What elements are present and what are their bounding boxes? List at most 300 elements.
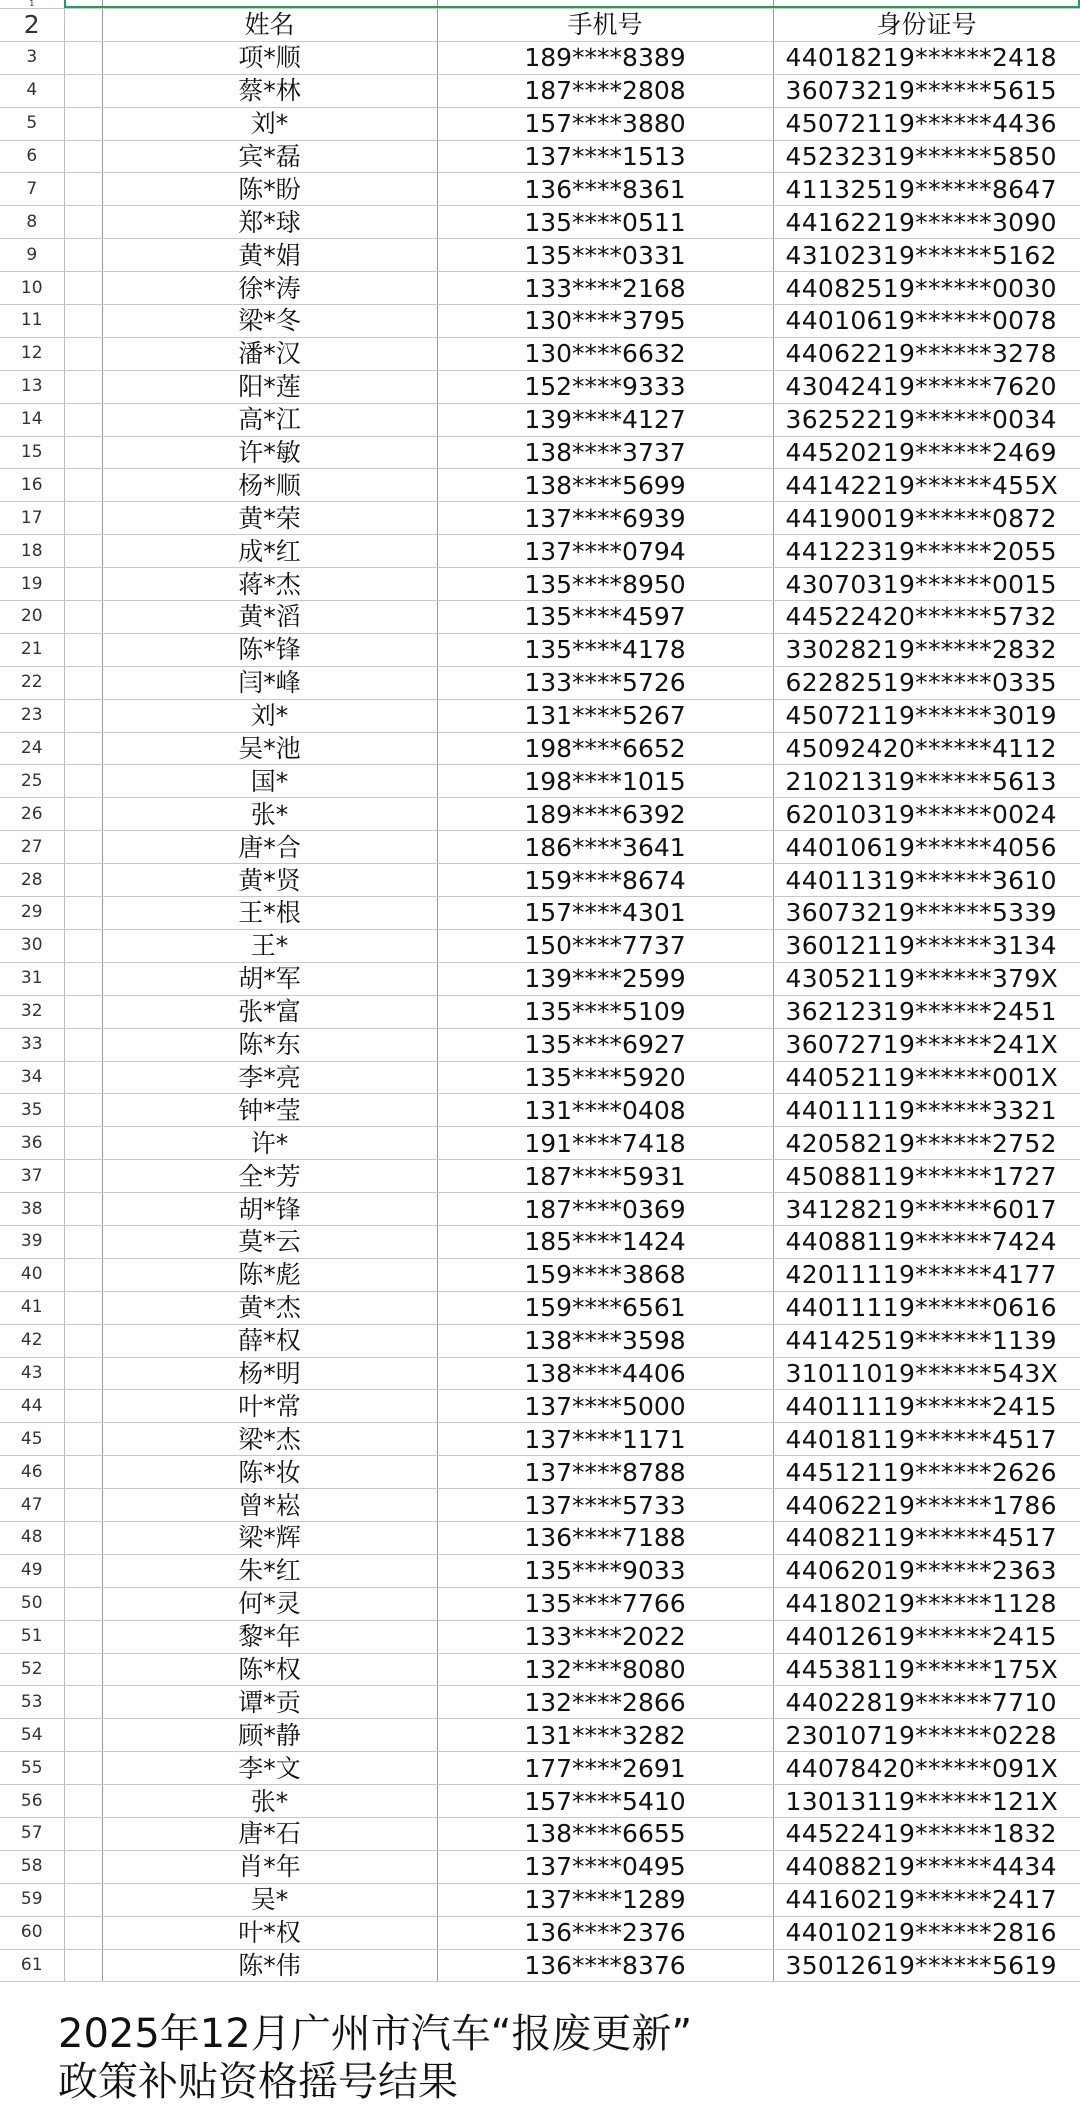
phone-cell[interactable]: 189****6392 [437,798,773,831]
row-number[interactable]: 53 [0,1686,64,1719]
cell[interactable] [64,272,102,305]
phone-cell[interactable]: 135****9033 [437,1554,773,1587]
phone-cell[interactable]: 138****3598 [437,1324,773,1357]
phone-cell[interactable]: 135****6927 [437,1028,773,1061]
name-cell[interactable]: 蔡*林 [102,74,437,107]
row-number[interactable]: 2 [0,9,64,42]
row-number[interactable]: 34 [0,1061,64,1094]
id-card-cell[interactable]: 43052119******379X [773,962,1080,995]
cell[interactable] [64,1719,102,1752]
phone-cell[interactable]: 133****2168 [437,272,773,305]
id-card-cell[interactable]: 44078420******091X [773,1752,1080,1785]
phone-cell[interactable]: 135****4178 [437,633,773,666]
name-cell[interactable]: 国* [102,765,437,798]
id-card-cell[interactable]: 44522420******5732 [773,601,1080,634]
row-number[interactable]: 28 [0,864,64,897]
cell[interactable] [64,1949,102,1982]
row-number[interactable]: 10 [0,272,64,305]
phone-cell[interactable]: 131****5267 [437,699,773,732]
row-number[interactable]: 38 [0,1193,64,1226]
id-card-cell[interactable]: 44160219******2417 [773,1883,1080,1916]
row-number[interactable]: 31 [0,962,64,995]
name-cell[interactable]: 许*敏 [102,436,437,469]
row-number[interactable]: 27 [0,831,64,864]
cell[interactable] [64,9,102,42]
phone-cell[interactable]: 198****1015 [437,765,773,798]
id-card-cell[interactable]: 44190019******0872 [773,502,1080,535]
phone-cell[interactable]: 186****3641 [437,831,773,864]
name-cell[interactable]: 何*灵 [102,1587,437,1620]
id-card-cell[interactable]: 44011119******0616 [773,1291,1080,1324]
name-cell[interactable]: 陈*锋 [102,633,437,666]
row-number[interactable]: 22 [0,666,64,699]
row-number[interactable]: 21 [0,633,64,666]
cell[interactable] [64,535,102,568]
cell[interactable] [773,0,1080,9]
cell[interactable] [64,1916,102,1949]
phone-cell[interactable]: 131****0408 [437,1094,773,1127]
phone-cell[interactable]: 185****1424 [437,1225,773,1258]
cell[interactable] [64,1489,102,1522]
name-cell[interactable]: 李*文 [102,1752,437,1785]
phone-cell[interactable]: 136****7188 [437,1521,773,1554]
phone-cell[interactable]: 138****6655 [437,1817,773,1850]
phone-cell[interactable]: 157****4301 [437,897,773,930]
row-number[interactable]: 11 [0,305,64,338]
id-card-cell[interactable]: 44122319******2055 [773,535,1080,568]
cell[interactable] [64,1686,102,1719]
cell[interactable] [64,831,102,864]
id-card-cell[interactable]: 44010619******4056 [773,831,1080,864]
row-number[interactable]: 50 [0,1587,64,1620]
row-number[interactable]: 56 [0,1785,64,1818]
id-card-cell[interactable]: 44088119******7424 [773,1225,1080,1258]
cell[interactable] [64,995,102,1028]
id-card-cell[interactable]: 44022819******7710 [773,1686,1080,1719]
id-card-cell[interactable]: 44052119******001X [773,1061,1080,1094]
row-number[interactable]: 57 [0,1817,64,1850]
row-number[interactable]: 1 [0,0,64,9]
name-cell[interactable]: 朱*红 [102,1554,437,1587]
name-cell[interactable]: 顾*静 [102,1719,437,1752]
phone-cell[interactable]: 137****1289 [437,1883,773,1916]
row-number[interactable]: 46 [0,1456,64,1489]
name-cell[interactable]: 徐*涛 [102,272,437,305]
cell[interactable] [64,403,102,436]
row-number[interactable]: 42 [0,1324,64,1357]
cell[interactable] [64,1752,102,1785]
name-cell[interactable]: 王*根 [102,897,437,930]
cell[interactable] [64,1554,102,1587]
row-number[interactable]: 30 [0,929,64,962]
cell[interactable] [64,239,102,272]
id-card-cell[interactable]: 41132519******8647 [773,173,1080,206]
name-cell[interactable]: 李*亮 [102,1061,437,1094]
id-card-cell[interactable]: 44018219******2418 [773,41,1080,74]
header-name[interactable]: 姓名 [102,9,437,42]
id-card-cell[interactable]: 45088119******1727 [773,1160,1080,1193]
row-number[interactable]: 25 [0,765,64,798]
cell[interactable] [64,1785,102,1818]
row-number[interactable]: 61 [0,1949,64,1982]
phone-cell[interactable]: 187****5931 [437,1160,773,1193]
name-cell[interactable]: 梁*辉 [102,1521,437,1554]
cell[interactable] [64,798,102,831]
cell[interactable] [64,1620,102,1653]
name-cell[interactable]: 成*红 [102,535,437,568]
name-cell[interactable]: 陈*彪 [102,1258,437,1291]
id-card-cell[interactable]: 44082519******0030 [773,272,1080,305]
name-cell[interactable]: 薛*权 [102,1324,437,1357]
name-cell[interactable]: 高*江 [102,403,437,436]
id-card-cell[interactable]: 44062219******1786 [773,1489,1080,1522]
id-card-cell[interactable]: 44018119******4517 [773,1423,1080,1456]
row-number[interactable]: 54 [0,1719,64,1752]
name-cell[interactable]: 叶*常 [102,1390,437,1423]
id-card-cell[interactable]: 13013119******121X [773,1785,1080,1818]
id-card-cell[interactable]: 23010719******0228 [773,1719,1080,1752]
row-number[interactable]: 20 [0,601,64,634]
id-card-cell[interactable]: 33028219******2832 [773,633,1080,666]
phone-cell[interactable]: 198****6652 [437,732,773,765]
phone-cell[interactable]: 137****0495 [437,1850,773,1883]
phone-cell[interactable]: 177****2691 [437,1752,773,1785]
name-cell[interactable]: 叶*权 [102,1916,437,1949]
phone-cell[interactable]: 137****1171 [437,1423,773,1456]
name-cell[interactable]: 蒋*杰 [102,568,437,601]
cell[interactable] [64,864,102,897]
name-cell[interactable]: 吴* [102,1883,437,1916]
id-card-cell[interactable]: 34128219******6017 [773,1193,1080,1226]
id-card-cell[interactable]: 44011119******2415 [773,1390,1080,1423]
cell[interactable] [64,765,102,798]
name-cell[interactable]: 闫*峰 [102,666,437,699]
name-cell[interactable]: 吴*池 [102,732,437,765]
row-number[interactable]: 3 [0,41,64,74]
row-number[interactable]: 60 [0,1916,64,1949]
cell[interactable] [64,140,102,173]
phone-cell[interactable]: 139****4127 [437,403,773,436]
row-number[interactable]: 16 [0,469,64,502]
cell[interactable] [64,1456,102,1489]
phone-cell[interactable]: 159****8674 [437,864,773,897]
row-number[interactable]: 32 [0,995,64,1028]
name-cell[interactable]: 曾*崧 [102,1489,437,1522]
row-number[interactable]: 45 [0,1423,64,1456]
cell[interactable] [64,305,102,338]
row-number[interactable]: 43 [0,1357,64,1390]
cell[interactable] [64,1225,102,1258]
phone-cell[interactable]: 130****6632 [437,337,773,370]
id-card-cell[interactable]: 44010219******2816 [773,1916,1080,1949]
phone-cell[interactable]: 187****0369 [437,1193,773,1226]
cell[interactable] [64,502,102,535]
row-number[interactable]: 47 [0,1489,64,1522]
id-card-cell[interactable]: 44062219******3278 [773,337,1080,370]
name-cell[interactable]: 谭*贡 [102,1686,437,1719]
cell[interactable] [64,1324,102,1357]
name-cell[interactable]: 唐*合 [102,831,437,864]
cell[interactable] [64,1258,102,1291]
row-number[interactable]: 51 [0,1620,64,1653]
phone-cell[interactable]: 152****9333 [437,370,773,403]
cell[interactable] [64,41,102,74]
row-number[interactable]: 6 [0,140,64,173]
cell[interactable] [64,601,102,634]
cell[interactable] [64,1587,102,1620]
row-number[interactable]: 12 [0,337,64,370]
cell[interactable] [64,1653,102,1686]
phone-cell[interactable]: 159****6561 [437,1291,773,1324]
name-cell[interactable]: 黄*贤 [102,864,437,897]
cell[interactable] [64,666,102,699]
cell[interactable] [64,962,102,995]
id-card-cell[interactable]: 21021319******5613 [773,765,1080,798]
id-card-cell[interactable]: 45072119******4436 [773,107,1080,140]
id-card-cell[interactable]: 43070319******0015 [773,568,1080,601]
name-cell[interactable]: 陈*东 [102,1028,437,1061]
row-number[interactable]: 48 [0,1521,64,1554]
cell[interactable] [64,74,102,107]
name-cell[interactable]: 梁*杰 [102,1423,437,1456]
cell[interactable] [64,1521,102,1554]
id-card-cell[interactable]: 44142219******455X [773,469,1080,502]
cell[interactable] [64,1390,102,1423]
phone-cell[interactable]: 130****3795 [437,305,773,338]
name-cell[interactable]: 陈*伟 [102,1949,437,1982]
phone-cell[interactable]: 137****5000 [437,1390,773,1423]
row-number[interactable]: 40 [0,1258,64,1291]
name-cell[interactable]: 莫*云 [102,1225,437,1258]
id-card-cell[interactable]: 62282519******0335 [773,666,1080,699]
phone-cell[interactable]: 136****8361 [437,173,773,206]
row-number[interactable]: 4 [0,74,64,107]
cell[interactable] [64,1160,102,1193]
row-number[interactable]: 7 [0,173,64,206]
phone-cell[interactable]: 138****5699 [437,469,773,502]
name-cell[interactable]: 陈*权 [102,1653,437,1686]
name-cell[interactable]: 项*顺 [102,41,437,74]
row-number[interactable]: 13 [0,370,64,403]
name-cell[interactable]: 唐*石 [102,1817,437,1850]
id-card-cell[interactable]: 35012619******5619 [773,1949,1080,1982]
cell[interactable] [64,469,102,502]
phone-cell[interactable]: 137****5733 [437,1489,773,1522]
row-number[interactable]: 8 [0,206,64,239]
row-number[interactable]: 36 [0,1127,64,1160]
row-number[interactable]: 9 [0,239,64,272]
phone-cell[interactable]: 138****4406 [437,1357,773,1390]
row-number[interactable]: 44 [0,1390,64,1423]
cell[interactable] [64,929,102,962]
cell[interactable] [102,0,437,9]
name-cell[interactable]: 张* [102,798,437,831]
cell[interactable] [64,1817,102,1850]
row-number[interactable]: 24 [0,732,64,765]
name-cell[interactable]: 阳*莲 [102,370,437,403]
name-cell[interactable]: 黄*荣 [102,502,437,535]
row-number[interactable]: 58 [0,1850,64,1883]
row-number[interactable]: 17 [0,502,64,535]
phone-cell[interactable]: 187****2808 [437,74,773,107]
cell[interactable] [64,206,102,239]
phone-cell[interactable]: 133****5726 [437,666,773,699]
id-card-cell[interactable]: 44512119******2626 [773,1456,1080,1489]
cell[interactable] [64,1061,102,1094]
name-cell[interactable]: 胡*锋 [102,1193,437,1226]
cell[interactable] [64,107,102,140]
row-number[interactable]: 33 [0,1028,64,1061]
id-card-cell[interactable]: 36252219******0034 [773,403,1080,436]
name-cell[interactable]: 胡*军 [102,962,437,995]
cell[interactable] [64,173,102,206]
phone-cell[interactable]: 137****1513 [437,140,773,173]
id-card-cell[interactable]: 44010619******0078 [773,305,1080,338]
row-number[interactable]: 55 [0,1752,64,1785]
row-number[interactable]: 49 [0,1554,64,1587]
row-number[interactable]: 39 [0,1225,64,1258]
id-card-cell[interactable]: 36072719******241X [773,1028,1080,1061]
row-number[interactable]: 59 [0,1883,64,1916]
cell[interactable] [64,1423,102,1456]
id-card-cell[interactable]: 62010319******0024 [773,798,1080,831]
name-cell[interactable]: 杨*明 [102,1357,437,1390]
phone-cell[interactable]: 137****6939 [437,502,773,535]
name-cell[interactable]: 陈*妆 [102,1456,437,1489]
phone-cell[interactable]: 150****7737 [437,929,773,962]
name-cell[interactable]: 张* [102,1785,437,1818]
id-card-cell[interactable]: 42058219******2752 [773,1127,1080,1160]
cell[interactable] [64,1883,102,1916]
row-number[interactable]: 18 [0,535,64,568]
id-card-cell[interactable]: 44088219******4434 [773,1850,1080,1883]
id-card-cell[interactable]: 44162219******3090 [773,206,1080,239]
row-number[interactable]: 19 [0,568,64,601]
id-card-cell[interactable]: 36012119******3134 [773,929,1080,962]
cell[interactable] [64,0,102,9]
name-cell[interactable]: 杨*顺 [102,469,437,502]
phone-cell[interactable]: 131****3282 [437,1719,773,1752]
id-card-cell[interactable]: 36073219******5615 [773,74,1080,107]
phone-cell[interactable]: 132****2866 [437,1686,773,1719]
cell[interactable] [64,436,102,469]
row-number[interactable]: 37 [0,1160,64,1193]
cell[interactable] [64,1357,102,1390]
name-cell[interactable]: 肖*年 [102,1850,437,1883]
row-number[interactable]: 5 [0,107,64,140]
name-cell[interactable]: 黄*滔 [102,601,437,634]
name-cell[interactable]: 许* [102,1127,437,1160]
phone-cell[interactable]: 135****8950 [437,568,773,601]
phone-cell[interactable]: 136****2376 [437,1916,773,1949]
name-cell[interactable]: 钟*莹 [102,1094,437,1127]
name-cell[interactable]: 刘* [102,107,437,140]
phone-cell[interactable]: 135****0331 [437,239,773,272]
cell[interactable] [64,1127,102,1160]
phone-cell[interactable]: 135****0511 [437,206,773,239]
header-phone[interactable]: 手机号 [437,9,773,42]
name-cell[interactable]: 黄*娟 [102,239,437,272]
phone-cell[interactable]: 139****2599 [437,962,773,995]
id-card-cell[interactable]: 44538119******175X [773,1653,1080,1686]
id-card-cell[interactable]: 44522419******1832 [773,1817,1080,1850]
row-number[interactable]: 14 [0,403,64,436]
cell[interactable] [64,699,102,732]
row-number[interactable]: 35 [0,1094,64,1127]
name-cell[interactable]: 王* [102,929,437,962]
id-card-cell[interactable]: 44011319******3610 [773,864,1080,897]
cell[interactable] [64,1094,102,1127]
phone-cell[interactable]: 137****8788 [437,1456,773,1489]
name-cell[interactable]: 陈*盼 [102,173,437,206]
phone-cell[interactable]: 132****8080 [437,1653,773,1686]
name-cell[interactable]: 刘* [102,699,437,732]
row-number[interactable]: 41 [0,1291,64,1324]
id-card-cell[interactable]: 44012619******2415 [773,1620,1080,1653]
cell[interactable] [64,1850,102,1883]
cell[interactable] [64,568,102,601]
cell[interactable] [64,1193,102,1226]
id-card-cell[interactable]: 43102319******5162 [773,239,1080,272]
id-card-cell[interactable]: 45232319******5850 [773,140,1080,173]
row-number[interactable]: 15 [0,436,64,469]
phone-cell[interactable]: 133****2022 [437,1620,773,1653]
id-card-cell[interactable]: 44062019******2363 [773,1554,1080,1587]
row-number[interactable]: 52 [0,1653,64,1686]
cell[interactable] [437,0,773,9]
cell[interactable] [64,337,102,370]
id-card-cell[interactable]: 36212319******2451 [773,995,1080,1028]
name-cell[interactable]: 全*芳 [102,1160,437,1193]
phone-cell[interactable]: 189****8389 [437,41,773,74]
id-card-cell[interactable]: 44082119******4517 [773,1521,1080,1554]
phone-cell[interactable]: 135****5109 [437,995,773,1028]
id-card-cell[interactable]: 44520219******2469 [773,436,1080,469]
id-card-cell[interactable]: 42011119******4177 [773,1258,1080,1291]
id-card-cell[interactable]: 43042419******7620 [773,370,1080,403]
cell[interactable] [64,1028,102,1061]
id-card-cell[interactable]: 31011019******543X [773,1357,1080,1390]
phone-cell[interactable]: 135****4597 [437,601,773,634]
phone-cell[interactable]: 138****3737 [437,436,773,469]
name-cell[interactable]: 黄*杰 [102,1291,437,1324]
name-cell[interactable]: 张*富 [102,995,437,1028]
cell[interactable] [64,732,102,765]
cell[interactable] [64,370,102,403]
phone-cell[interactable]: 157****3880 [437,107,773,140]
row-number[interactable]: 23 [0,699,64,732]
phone-cell[interactable]: 159****3868 [437,1258,773,1291]
header-id-card[interactable]: 身份证号 [773,9,1080,42]
cell[interactable] [64,633,102,666]
id-card-cell[interactable]: 44142519******1139 [773,1324,1080,1357]
phone-cell[interactable]: 157****5410 [437,1785,773,1818]
phone-cell[interactable]: 135****7766 [437,1587,773,1620]
cell[interactable] [64,897,102,930]
phone-cell[interactable]: 137****0794 [437,535,773,568]
phone-cell[interactable]: 136****8376 [437,1949,773,1982]
id-card-cell[interactable]: 45092420******4112 [773,732,1080,765]
row-number[interactable]: 29 [0,897,64,930]
name-cell[interactable]: 宾*磊 [102,140,437,173]
name-cell[interactable]: 潘*汉 [102,337,437,370]
name-cell[interactable]: 郑*球 [102,206,437,239]
row-number[interactable]: 26 [0,798,64,831]
name-cell[interactable]: 梁*冬 [102,305,437,338]
id-card-cell[interactable]: 45072119******3019 [773,699,1080,732]
id-card-cell[interactable]: 36073219******5339 [773,897,1080,930]
phone-cell[interactable]: 191****7418 [437,1127,773,1160]
